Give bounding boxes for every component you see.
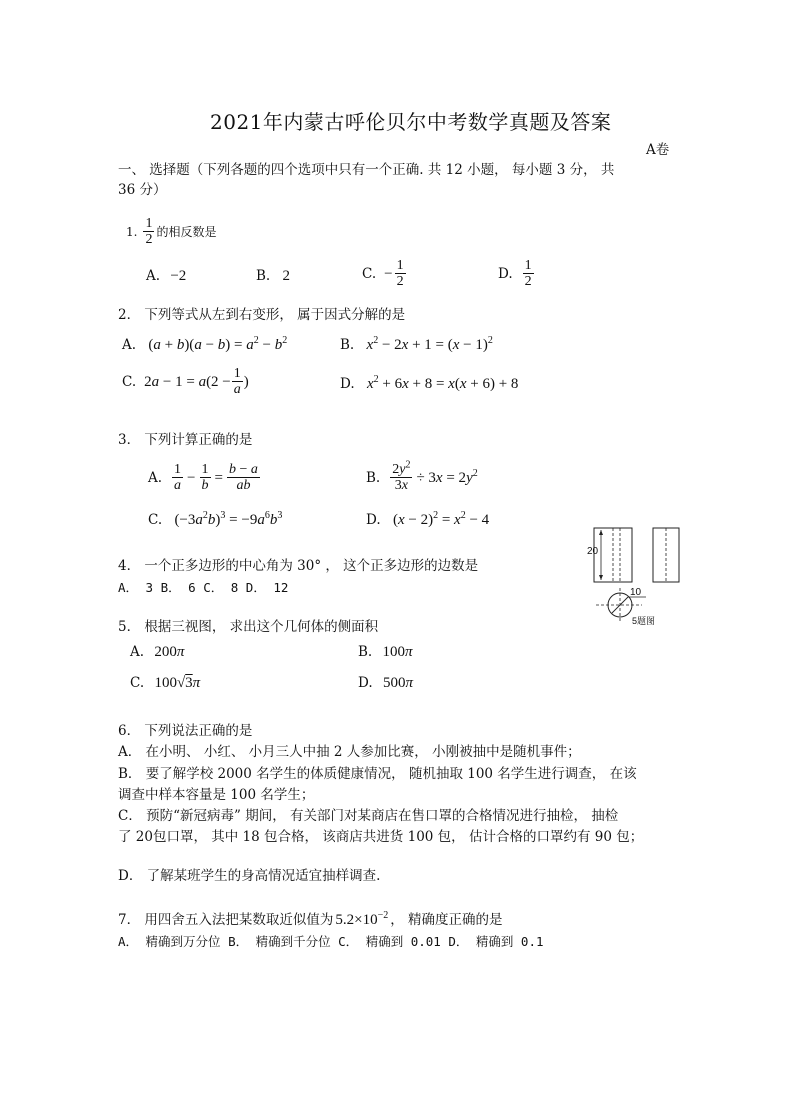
question-6-stem: 6． 下列说法正确的是: [118, 723, 253, 739]
option-formula: $x^2 - 2x + 1 = (x - 1)^2$: [366, 335, 493, 353]
option-value: 2: [282, 268, 291, 284]
q6-option-c-line2: 了 20包口罩， 其中 18 包合格， 该商店共进货 100 包， 估计合格的口罩约有 90 包；: [118, 829, 644, 845]
frac-denominator: 2: [524, 274, 532, 289]
volume-label: A卷: [646, 142, 670, 158]
q6-option-a: A． 在小明、 小红、 小月三人中抽 2 人参加比赛， 小刚被抽中是随机事件；: [118, 744, 581, 760]
q2-option-d: [340, 374, 518, 394]
option-fraction: $\frac{1}{b}$: [201, 462, 209, 493]
q2-option-b: [340, 335, 493, 355]
q2-option-c: [122, 366, 249, 397]
question-7-value: [335, 912, 388, 928]
option-label: B.: [340, 337, 355, 353]
option-fraction: $\frac{1}{a}$: [174, 462, 182, 493]
option-formula: $(-3a^2b)^3 = -9a^6b^3$: [174, 510, 283, 528]
option-label: B.: [256, 268, 271, 284]
option-label: B.: [366, 469, 381, 486]
option-formula: $x^2 + 6x + 8 = x(x + 6) + 8$: [366, 374, 519, 392]
section-heading-line1: 一、 选择题（下列各题的四个选项中只有一个正确. 共 12 小题， 每小题 3 分， 共: [118, 162, 615, 178]
option-formula: 500π: [382, 675, 413, 691]
question-7-text-pre: 7． 用四舍五入法把某数取近似值为: [118, 912, 334, 928]
frac-denominator: 2: [396, 274, 404, 289]
question-3-stem: 3． 下列计算正确的是: [118, 432, 253, 448]
option-formula: 2a − 1 = a(2 −: [144, 373, 231, 390]
question-5-stem: 5． 根据三视图， 求出这个几何体的侧面积: [118, 619, 379, 635]
option-formula: 200π: [154, 644, 185, 660]
option-label: D.: [340, 376, 355, 392]
q1-option-c: [362, 258, 406, 289]
q6-option-b-line2: 调查中样本容量是 100 名学生；: [118, 787, 315, 803]
option-fraction: $\frac{b - a}{ab}$: [228, 462, 258, 493]
option-fraction: $\frac{1}{a}$: [233, 366, 241, 397]
option-formula: $(x - 2)^2 = x^2 - 4$: [392, 510, 490, 528]
question-1-stem: [126, 216, 216, 247]
question-4-options: A． 3 B． 6 C． 8 D． 12: [118, 580, 289, 595]
frac-denominator: 2: [145, 232, 153, 247]
option-label: A.: [146, 268, 161, 284]
figure-height-label: 20: [587, 546, 599, 557]
q5-option-d: [358, 673, 413, 693]
option-sign: −: [384, 265, 393, 282]
figure-radius-label: 10: [630, 587, 642, 598]
frac-numerator: 1: [396, 258, 404, 273]
question-1-number: 1.: [126, 224, 138, 239]
option-formula: $(a + b)(a - b) = a^2 - b^2$: [148, 335, 288, 353]
question-2-stem: 2． 下列等式从左到右变形， 属于因式分解的是: [118, 307, 406, 323]
option-formula: 100π: [382, 644, 413, 660]
q5-option-b: [358, 642, 413, 662]
option-label: A.: [122, 337, 137, 353]
question-7-text-post: ， 精确度正确的是: [390, 912, 503, 928]
frac-numerator: 1: [524, 258, 532, 273]
question-7-stem: [118, 910, 503, 930]
option-fraction: [523, 258, 534, 289]
q1-option-b: [256, 266, 290, 286]
q3-option-b: B. $\frac{2y^2}{3x}$ ÷ $3x = 2y^2$: [366, 459, 478, 493]
option-label: C.: [148, 512, 163, 528]
frac-numerator: 1: [145, 216, 153, 231]
question-1-text: 的相反数是: [156, 224, 217, 239]
q5-option-c: [130, 673, 200, 693]
section-heading-line2: 36 分）: [118, 182, 167, 198]
q6-option-c-line1: C． 预防“新冠病毒” 期间， 有关部门对某商店在售口罩的合格情况进行抽检， 抽检: [118, 808, 619, 824]
value-exponent: −2: [377, 910, 389, 921]
option-value: −2: [170, 268, 187, 284]
question-1-fraction: [143, 216, 154, 247]
value-base: 5.2×10: [335, 912, 378, 928]
q3-option-a: A. $\frac{1}{a}$ − $\frac{1}{b}$ = $\frac{b - a}{ab}$: [148, 462, 258, 493]
q1-option-a: [146, 266, 186, 286]
option-label: C.: [130, 675, 145, 691]
q6-option-d: D． 了解某班学生的身高情况适宜抽样调查.: [118, 868, 381, 884]
q2-option-a: [122, 335, 287, 355]
option-label: D.: [366, 512, 381, 528]
figure-caption: 5题图: [632, 616, 656, 626]
page-title: 2021年内蒙古呼伦贝尔中考数学真题及答案: [210, 110, 612, 134]
option-label: A.: [148, 469, 163, 486]
q5-option-a: [130, 642, 184, 662]
option-label: A.: [130, 644, 145, 660]
option-formula-end: ): [243, 373, 249, 390]
option-label: C.: [122, 373, 137, 390]
question-7-options: A． 精确到万分位 B． 精确到千分位 C． 精确到 0.01 D． 精确到 0.1: [118, 934, 544, 949]
option-label: B.: [358, 644, 373, 660]
option-label: D.: [358, 675, 373, 691]
option-fraction: [395, 258, 406, 289]
option-formula: 100√3π: [154, 675, 201, 691]
option-fraction: $\frac{2y^2}{3x}$: [392, 459, 411, 493]
q1-option-d: [498, 258, 534, 289]
option-label: D.: [498, 265, 513, 282]
option-label: C.: [362, 265, 377, 282]
question-4-stem: 4． 一个正多边形的中心角为 30° ， 这个正多边形的边数是: [118, 558, 479, 574]
q6-option-b-line1: B． 要了解学校 2000 名学生的体质健康情况， 随机抽取 100 名学生进行调查， 在该: [118, 766, 637, 782]
q3-option-d: [366, 510, 489, 530]
q3-option-c: [148, 510, 282, 530]
